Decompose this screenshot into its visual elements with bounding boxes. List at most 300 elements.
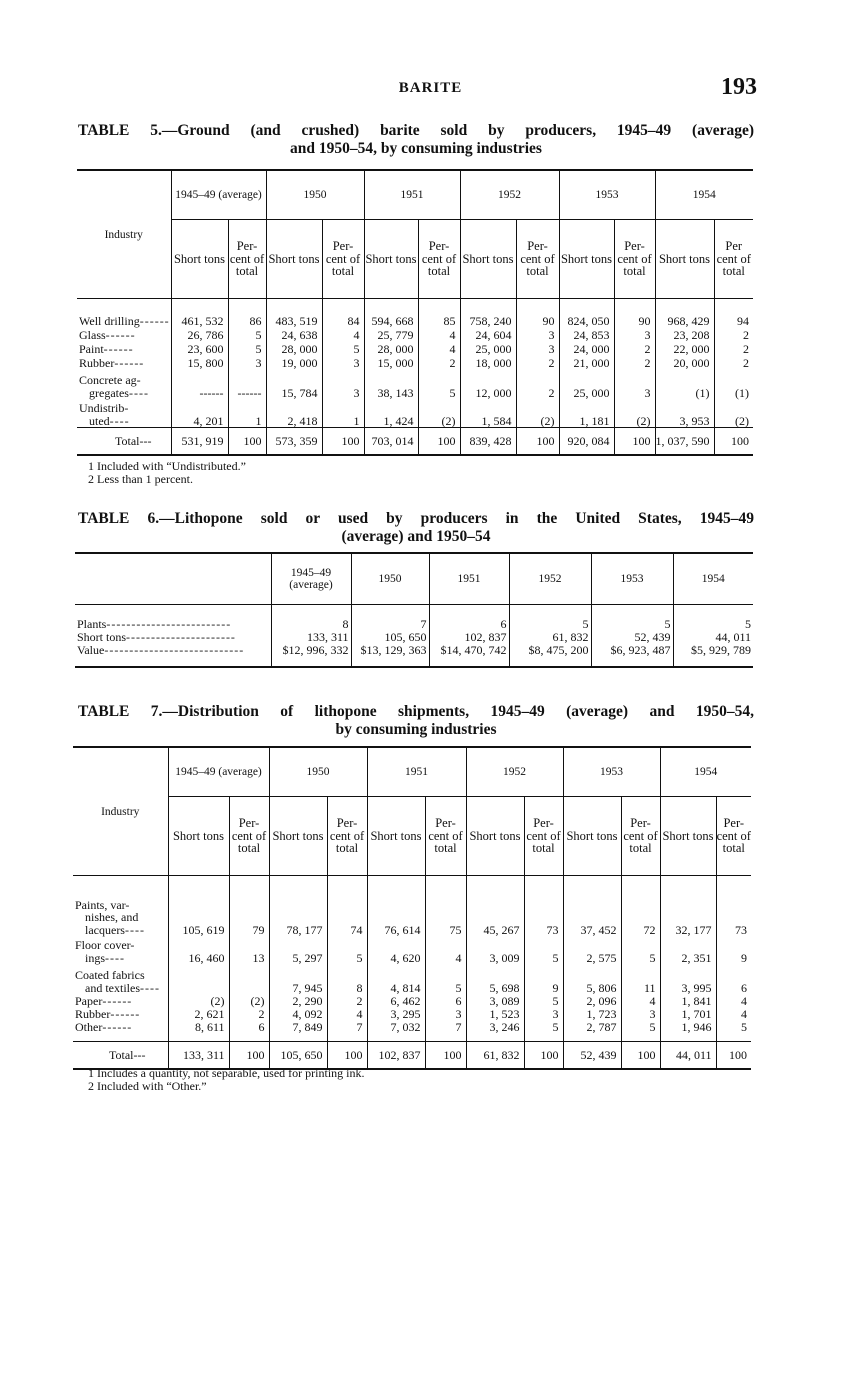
table-cell: 3 (621, 1007, 660, 1020)
table5-caption (78, 122, 754, 158)
table7-percent-header: Per- cent of total (524, 797, 563, 876)
table-cell: 5 (524, 936, 563, 964)
row-label-line (75, 924, 168, 937)
row-label-text: Other (75, 1019, 103, 1034)
table-cell: 3, 953 (655, 399, 714, 428)
row-label-text: ings (85, 950, 106, 965)
table7-year-header: 1954 (660, 747, 751, 797)
table-cell: 1 (322, 399, 364, 428)
table7-caption-line1: TABLE 7.—Distribution of lithopone shipments, 1945–49 (average) and 1950–54, (78, 703, 754, 720)
table-cell: 86 (228, 299, 266, 328)
row-label (77, 299, 171, 328)
table6-year-header: 1953 (591, 553, 673, 605)
table7-year-header: 1952 (466, 747, 563, 797)
table-cell: 3 (516, 341, 559, 355)
table-cell: 1 (228, 399, 266, 428)
table-cell: 74 (327, 876, 367, 937)
table-cell: 94 (714, 299, 753, 328)
table-cell: 968, 429 (655, 299, 714, 328)
table-cell: 73 (524, 876, 563, 937)
table5-percent-header: Per- cent of total (418, 220, 460, 299)
table-cell: 15, 000 (364, 355, 418, 369)
table-cell: 5 (228, 327, 266, 341)
dot-leader: --- (133, 1047, 146, 1062)
table-cell: 5 (524, 1020, 563, 1042)
table-cell: 90 (516, 299, 559, 328)
table-cell: 7 (351, 605, 429, 631)
total-cell: 100 (322, 428, 364, 456)
running-title: BARITE (398, 80, 463, 96)
table-cell: 2 (714, 341, 753, 355)
table-cell: $12, 996, 332 (271, 643, 351, 667)
table-cell: 2 (614, 355, 655, 369)
table-cell: 2, 575 (563, 936, 621, 964)
row-label-line (75, 952, 168, 965)
table5-short-tons-header: Short tons (655, 220, 714, 299)
table-cell: 2, 621 (168, 1007, 229, 1020)
table6-year-header: 1952 (509, 553, 591, 605)
row-label-line (75, 982, 168, 995)
row-label-line (79, 387, 171, 400)
table7-year-header: 1950 (269, 747, 367, 797)
table-cell: 2 (327, 994, 367, 1007)
footnote: 2 Less than 1 percent. (88, 472, 193, 486)
row-label (73, 1007, 168, 1020)
row-label-text: and textiles (85, 980, 140, 995)
table-cell: 5 (228, 341, 266, 355)
row-label-text: Rubber (79, 355, 115, 370)
table-cell: 6 (425, 994, 466, 1007)
row-label (73, 876, 168, 937)
total-cell: 531, 919 (171, 428, 228, 456)
page-number: 193 (721, 74, 757, 100)
table7-caption (78, 703, 754, 739)
dot-leader: ------------------------- (106, 616, 232, 631)
table-cell: 24, 853 (559, 327, 614, 341)
table-cell: 4 (716, 1007, 751, 1020)
table-cell: 37, 452 (563, 876, 621, 937)
table7-percent-header: Per- cent of total (327, 797, 367, 876)
table-cell: 3, 246 (466, 1020, 524, 1042)
footnote: 1 Includes a quantity, not separable, used for printing ink. (88, 1066, 365, 1080)
table-row (77, 355, 753, 369)
total-cell: 100 (614, 428, 655, 456)
dot-leader: ---- (139, 980, 160, 995)
table5-caption-line2: and 1950–54, by consuming industries (290, 140, 542, 157)
table6-year-header: 1950 (351, 553, 429, 605)
table-cell: 5, 806 (563, 964, 621, 994)
table7-short-tons-header: Short tons (168, 797, 229, 876)
table-cell: 1, 523 (466, 1007, 524, 1020)
total-cell: 920, 084 (559, 428, 614, 456)
table-cell: $14, 470, 742 (429, 643, 509, 667)
table-cell: 45, 267 (466, 876, 524, 937)
table-cell: 5 (591, 605, 673, 631)
table7-percent-header: Per- cent of total (621, 797, 660, 876)
table-cell: 2 (516, 355, 559, 369)
table-cell: 1, 181 (559, 399, 614, 428)
table-cell: 5 (621, 936, 660, 964)
table-cell: (1) (655, 369, 714, 399)
table-cell: 2 (614, 341, 655, 355)
table-cell: 15, 784 (266, 369, 322, 399)
row-label-text: lacquers (85, 922, 125, 937)
total-cell: 100 (714, 428, 753, 456)
table5-short-tons-header: Short tons (171, 220, 228, 299)
table-cell: 38, 143 (364, 369, 418, 399)
table-cell: 1, 723 (563, 1007, 621, 1020)
table-cell: (2) (614, 399, 655, 428)
total-cell: 100 (524, 1042, 563, 1070)
table7-caption-line2: by consuming industries (335, 721, 497, 738)
table-cell: 24, 000 (559, 341, 614, 355)
table5-footnotes (88, 460, 246, 486)
table5-year-header: 1945–49 (average) (171, 170, 266, 220)
table-cell: 85 (418, 299, 460, 328)
row-label (77, 355, 171, 369)
row-label-text: Well drilling (79, 313, 140, 328)
table-cell: 3, 009 (466, 936, 524, 964)
table-cell: 4, 620 (367, 936, 425, 964)
table-cell: 79 (229, 876, 269, 937)
row-label-text: Short tons (77, 629, 127, 644)
table-cell: 5 (673, 605, 753, 631)
table5-percent-header: Per- cent of total (322, 220, 364, 299)
dot-leader: ---- (128, 385, 149, 400)
dot-leader: ------ (103, 341, 134, 356)
table-cell: 7, 945 (269, 964, 327, 994)
table-cell: 6 (429, 605, 509, 631)
table-cell: 32, 177 (660, 876, 716, 937)
table-cell: 1, 841 (660, 994, 716, 1007)
table-cell: 9 (716, 936, 751, 964)
row-label (73, 994, 168, 1007)
table-cell: 5 (327, 936, 367, 964)
table-cell (229, 964, 269, 994)
table6-caption-line1: TABLE 6.—Lithopone sold or used by producers in the United States, 1945–49 (78, 510, 754, 527)
table-cell: 4, 814 (367, 964, 425, 994)
table-row (73, 1007, 751, 1020)
table-row (73, 964, 751, 994)
table-cell: 16, 460 (168, 936, 229, 964)
table-cell: 594, 668 (364, 299, 418, 328)
table-cell: 8, 611 (168, 1020, 229, 1042)
table-cell: 5, 698 (466, 964, 524, 994)
row-label-text: uted (89, 413, 110, 428)
table-cell (168, 964, 229, 994)
table5 (77, 169, 753, 456)
total-cell: 100 (425, 1042, 466, 1070)
total-label (73, 1042, 168, 1070)
table-cell: 44, 011 (673, 630, 753, 643)
table-cell: 4 (621, 994, 660, 1007)
table-cell: 2, 787 (563, 1020, 621, 1042)
table-cell: 2, 351 (660, 936, 716, 964)
total-cell: 839, 428 (460, 428, 516, 456)
table-cell: 73 (716, 876, 751, 937)
table-cell: 7, 849 (269, 1020, 327, 1042)
dot-leader: ---- (109, 413, 130, 428)
table-cell: $5, 929, 789 (673, 643, 753, 667)
table-row (77, 341, 753, 355)
total-cell: 573, 359 (266, 428, 322, 456)
table-row (75, 643, 753, 667)
table-cell: 105, 619 (168, 876, 229, 937)
row-label-text: Floor cover- (75, 938, 135, 952)
dot-leader: ------ (139, 313, 170, 328)
row-label-text: Rubber (75, 1006, 111, 1021)
table5-short-tons-header: Short tons (460, 220, 516, 299)
total-cell: 100 (228, 428, 266, 456)
table-cell: 4 (322, 327, 364, 341)
dot-leader: ---- (105, 950, 125, 965)
dot-leader: ------ (102, 1019, 133, 1034)
table-cell: 4 (418, 327, 460, 341)
total-cell: 1, 037, 590 (655, 428, 714, 456)
table-cell: 2 (516, 369, 559, 399)
table-cell: 23, 600 (171, 341, 228, 355)
row-label (73, 936, 168, 964)
table-cell: 7 (425, 1020, 466, 1042)
row-label (77, 369, 171, 399)
table-row (73, 876, 751, 937)
table-cell: 3 (516, 327, 559, 341)
row-label (77, 399, 171, 428)
total-cell: 102, 837 (367, 1042, 425, 1070)
total-cell: 703, 014 (364, 428, 418, 456)
table-cell: 5 (509, 605, 591, 631)
table-cell: (1) (714, 369, 753, 399)
table-cell: 8 (327, 964, 367, 994)
table-cell: 28, 000 (364, 341, 418, 355)
dot-leader: ------ (105, 327, 136, 342)
table-cell: 52, 439 (591, 630, 673, 643)
table-cell: 7 (327, 1020, 367, 1042)
table-cell: 76, 614 (367, 876, 425, 937)
table7 (73, 746, 751, 1070)
table-cell: 25, 000 (559, 369, 614, 399)
table7-percent-header: Per- cent of total (425, 797, 466, 876)
row-label (77, 327, 171, 341)
total-cell: 52, 439 (563, 1042, 621, 1070)
table-cell: 1, 584 (460, 399, 516, 428)
table7-industry-header: Industry (73, 747, 168, 876)
footnote: 1 Included with “Undistributed.” (88, 459, 246, 473)
table-cell: 20, 000 (655, 355, 714, 369)
dot-leader: --- (139, 433, 152, 448)
table6-year-header: 1951 (429, 553, 509, 605)
table-cell: (2) (229, 994, 269, 1007)
table-row (77, 327, 753, 341)
table-cell: 12, 000 (460, 369, 516, 399)
table6-corner (75, 553, 271, 605)
total-row (73, 1042, 751, 1070)
dot-leader: ---- (124, 922, 145, 937)
table-cell: 4 (327, 1007, 367, 1020)
table-cell: (2) (418, 399, 460, 428)
table5-percent-header: Per cent of total (714, 220, 753, 299)
table5-industry-header: Industry (77, 170, 171, 299)
table-cell: (2) (168, 994, 229, 1007)
table-cell: 25, 000 (460, 341, 516, 355)
table-row (77, 399, 753, 428)
row-label-text: Paints, var- (75, 897, 130, 912)
table-cell: 3 (425, 1007, 466, 1020)
table-cell: 133, 311 (271, 630, 351, 643)
table-row (75, 605, 753, 631)
dot-leader: ---------------------------- (104, 642, 245, 657)
table-cell: 23, 208 (655, 327, 714, 341)
table-cell: 1, 946 (660, 1020, 716, 1042)
table-cell: 5 (524, 994, 563, 1007)
table7-footnotes (88, 1067, 365, 1093)
table-cell: 13 (229, 936, 269, 964)
dot-leader: ------ (102, 993, 133, 1008)
table-cell: 90 (614, 299, 655, 328)
table7-short-tons-header: Short tons (466, 797, 524, 876)
table5-year-header: 1953 (559, 170, 655, 220)
table5-percent-header: Per- cent of total (228, 220, 266, 299)
table7-year-header: 1945–49 (average) (168, 747, 269, 797)
table-cell: 483, 519 (266, 299, 322, 328)
table-cell: 15, 800 (171, 355, 228, 369)
table6-caption-line2: (average) and 1950–54 (341, 528, 491, 545)
table5-year-header: 1954 (655, 170, 753, 220)
table-cell: ------ (228, 369, 266, 399)
table-cell: 2 (418, 355, 460, 369)
table-cell: 3 (524, 1007, 563, 1020)
total-cell: 100 (716, 1042, 751, 1070)
table-cell: 84 (322, 299, 364, 328)
row-label-text: gregates (89, 385, 129, 400)
table-cell: 102, 837 (429, 630, 509, 643)
table-cell: 3 (228, 355, 266, 369)
table-cell: 2 (714, 327, 753, 341)
table-cell: 6 (716, 964, 751, 994)
table7-year-header: 1953 (563, 747, 660, 797)
table5-short-tons-header: Short tons (364, 220, 418, 299)
table5-percent-header: Per- cent of total (614, 220, 655, 299)
table-cell: 26, 786 (171, 327, 228, 341)
row-label-text: Concrete ag- (79, 373, 141, 387)
table-cell: $13, 129, 363 (351, 643, 429, 667)
table5-percent-header: Per- cent of total (516, 220, 559, 299)
table-cell: 8 (271, 605, 351, 631)
running-head (0, 74, 861, 108)
table5-year-header: 1952 (460, 170, 559, 220)
table-row (77, 369, 753, 399)
total-cell: 100 (327, 1042, 367, 1070)
footnote: 2 Included with “Other.” (88, 1079, 207, 1093)
table-cell: 2 (229, 1007, 269, 1020)
table-cell: 2, 290 (269, 994, 327, 1007)
table6-caption (78, 510, 754, 546)
table7-year-header: 1951 (367, 747, 466, 797)
table5-caption-line1: TABLE 5.—Ground (and crushed) barite sold by producers, 1945–49 (average) (78, 122, 754, 139)
table-cell: 105, 650 (351, 630, 429, 643)
row-label (73, 964, 168, 994)
row-label-text: Glass (79, 327, 106, 342)
table7-short-tons-header: Short tons (367, 797, 425, 876)
row-label (77, 341, 171, 355)
table-cell: 4, 201 (171, 399, 228, 428)
table-cell: $6, 923, 487 (591, 643, 673, 667)
row-label-text: Value (77, 642, 105, 657)
table-cell: 5 (621, 1020, 660, 1042)
table-row (75, 630, 753, 643)
table-cell: 5 (322, 341, 364, 355)
table-cell: 11 (621, 964, 660, 994)
table-cell: 24, 604 (460, 327, 516, 341)
table5-year-header: 1951 (364, 170, 460, 220)
table-cell: 1, 424 (364, 399, 418, 428)
table-cell: 21, 000 (559, 355, 614, 369)
row-label (75, 630, 271, 643)
dot-leader: ---------------------- (126, 629, 236, 644)
table-row (73, 1020, 751, 1042)
table-cell: 6, 462 (367, 994, 425, 1007)
table-cell: 72 (621, 876, 660, 937)
table-cell: 19, 000 (266, 355, 322, 369)
table-row (77, 299, 753, 328)
row-label (75, 605, 271, 631)
total-label (77, 428, 171, 456)
table-cell: 4 (425, 936, 466, 964)
table-cell: 25, 779 (364, 327, 418, 341)
table-cell: 3 (322, 369, 364, 399)
table-cell: 4 (418, 341, 460, 355)
total-cell: 44, 011 (660, 1042, 716, 1070)
table5-short-tons-header: Short tons (559, 220, 614, 299)
table-cell: 2, 418 (266, 399, 322, 428)
row-label-text: Undistrib- (79, 401, 129, 415)
table6-year-header: 1954 (673, 553, 753, 605)
table-cell: 4, 092 (269, 1007, 327, 1020)
total-cell: 100 (621, 1042, 660, 1070)
table-cell: 24, 638 (266, 327, 322, 341)
total-cell: 61, 832 (466, 1042, 524, 1070)
table-cell: 61, 832 (509, 630, 591, 643)
total-label-text: Total (109, 1047, 134, 1062)
table-row (73, 994, 751, 1007)
total-label-text: Total (115, 433, 140, 448)
row-label-line (79, 415, 171, 428)
row-label (75, 643, 271, 667)
table-cell: 1, 701 (660, 1007, 716, 1020)
table-cell: 9 (524, 964, 563, 994)
total-cell: 100 (516, 428, 559, 456)
table-cell: 5 (425, 964, 466, 994)
table7-short-tons-header: Short tons (563, 797, 621, 876)
table7-percent-header: Per- cent of total (716, 797, 751, 876)
table-cell: 3, 089 (466, 994, 524, 1007)
total-row (77, 428, 753, 456)
table7-short-tons-header: Short tons (269, 797, 327, 876)
table-row (73, 936, 751, 964)
table-cell: (2) (714, 399, 753, 428)
table6-year-header: 1945–49 (average) (271, 553, 351, 605)
table-cell: 4 (716, 994, 751, 1007)
row-label-text: Paint (79, 341, 104, 356)
dot-leader: ------ (114, 355, 145, 370)
total-cell: 100 (418, 428, 460, 456)
table5-year-header: 1950 (266, 170, 364, 220)
table5-short-tons-header: Short tons (266, 220, 322, 299)
row-label-text: Plants (77, 616, 107, 631)
table-cell: 824, 050 (559, 299, 614, 328)
table-cell: 5 (418, 369, 460, 399)
table-cell: 28, 000 (266, 341, 322, 355)
